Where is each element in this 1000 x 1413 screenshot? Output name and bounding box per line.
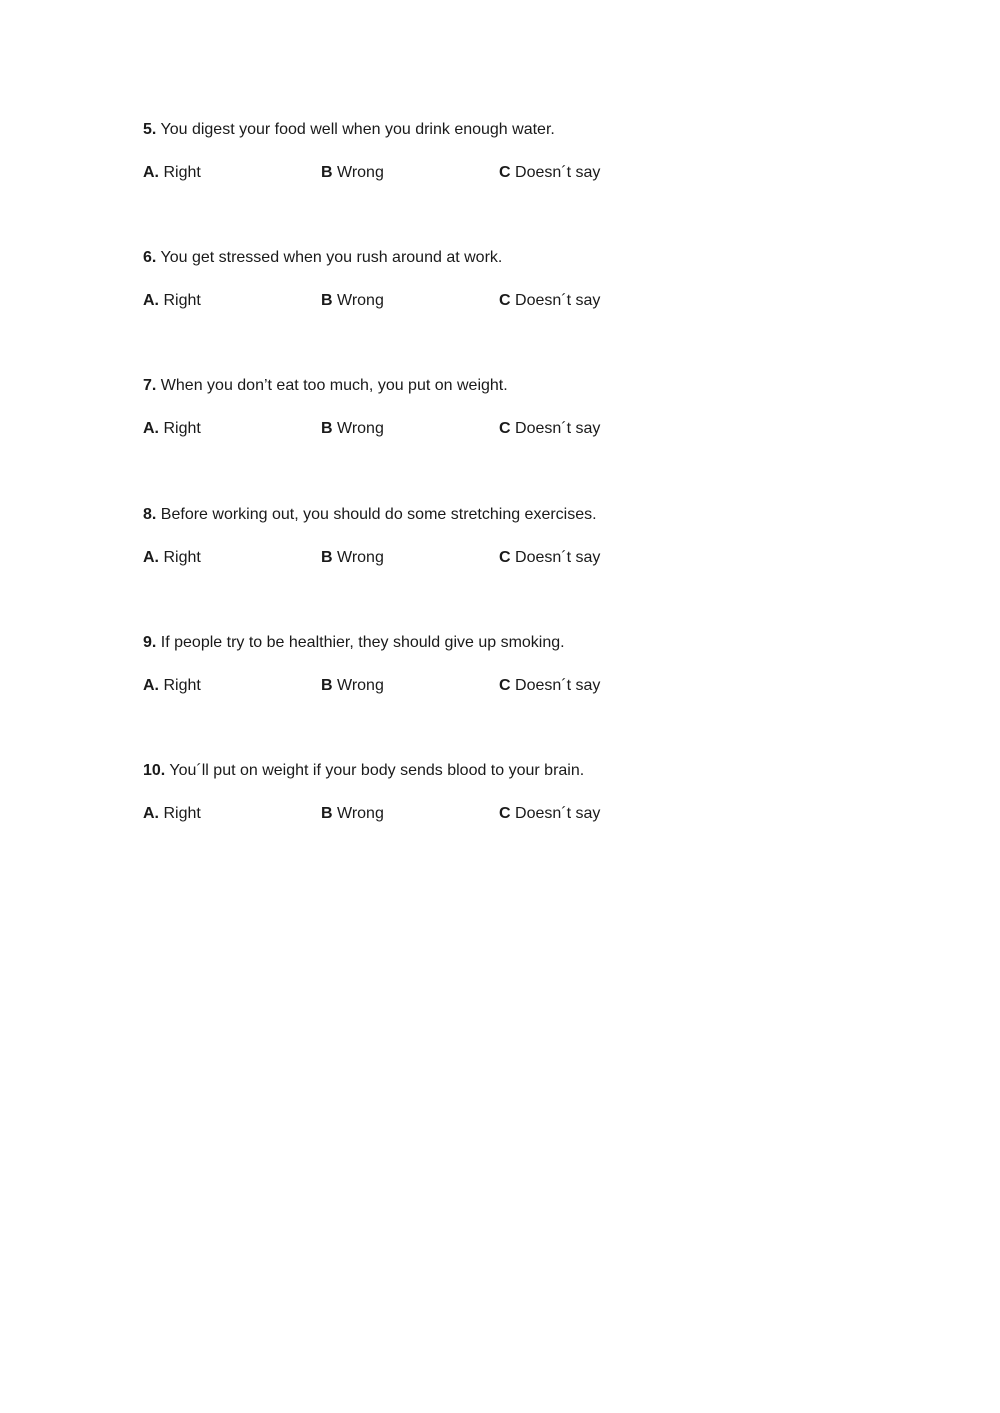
question-stem [143, 761, 923, 781]
question-8 [143, 505, 923, 568]
option-label: Doesn´t say [515, 292, 601, 309]
answer-options [143, 676, 923, 696]
option-c[interactable] [499, 548, 600, 568]
option-letter: A. [143, 805, 159, 822]
option-label: Wrong [337, 292, 384, 309]
option-a[interactable] [143, 419, 201, 439]
question-6 [143, 248, 923, 311]
option-b[interactable] [321, 163, 384, 183]
option-label: Doesn´t say [515, 805, 601, 822]
option-letter: C [499, 677, 511, 694]
option-c[interactable] [499, 163, 600, 183]
answer-options [143, 291, 923, 311]
question-9 [143, 633, 923, 696]
option-b[interactable] [321, 419, 384, 439]
option-label: Right [163, 549, 201, 566]
question-number: 9. [143, 634, 157, 651]
option-label: Doesn´t say [515, 164, 601, 181]
option-letter: C [499, 420, 511, 437]
option-b[interactable] [321, 291, 384, 311]
option-a[interactable] [143, 291, 201, 311]
option-letter: A. [143, 677, 159, 694]
option-label: Wrong [337, 805, 384, 822]
question-7 [143, 376, 923, 439]
question-text: If people try to be healthier, they should give up smoking. [160, 634, 565, 651]
option-letter: A. [143, 164, 159, 181]
option-b[interactable] [321, 804, 384, 824]
option-label: Wrong [337, 677, 384, 694]
answer-options [143, 419, 923, 439]
option-a[interactable] [143, 548, 201, 568]
option-letter: B [321, 164, 333, 181]
question-number: 7. [143, 377, 157, 394]
question-number: 8. [143, 506, 157, 523]
question-text: When you don’t eat too much, you put on weight. [160, 377, 508, 394]
question-stem [143, 120, 923, 140]
option-label: Doesn´t say [515, 549, 601, 566]
option-c[interactable] [499, 676, 600, 696]
question-stem [143, 505, 923, 525]
option-a[interactable] [143, 676, 201, 696]
option-label: Right [163, 292, 201, 309]
question-text: Before working out, you should do some stretching exercises. [160, 506, 597, 523]
option-c[interactable] [499, 291, 600, 311]
option-letter: C [499, 549, 511, 566]
option-letter: B [321, 677, 333, 694]
question-stem [143, 248, 923, 268]
option-letter: A. [143, 549, 159, 566]
question-stem [143, 376, 923, 396]
option-a[interactable] [143, 804, 201, 824]
answer-options [143, 163, 923, 183]
question-5 [143, 120, 923, 183]
option-letter: B [321, 549, 333, 566]
option-label: Wrong [337, 420, 384, 437]
question-text: You get stressed when you rush around at work. [160, 249, 503, 266]
question-text: You digest your food well when you drink enough water. [160, 121, 555, 138]
option-letter: C [499, 292, 511, 309]
option-label: Doesn´t say [515, 420, 601, 437]
answer-options [143, 548, 923, 568]
option-letter: B [321, 292, 333, 309]
option-a[interactable] [143, 163, 201, 183]
option-letter: A. [143, 420, 159, 437]
question-text: You´ll put on weight if your body sends blood to your brain. [169, 762, 585, 779]
option-letter: C [499, 805, 511, 822]
option-letter: B [321, 805, 333, 822]
option-b[interactable] [321, 548, 384, 568]
question-10 [143, 761, 923, 824]
question-stem [143, 633, 923, 653]
option-c[interactable] [499, 804, 600, 824]
option-letter: A. [143, 292, 159, 309]
option-label: Right [163, 677, 201, 694]
option-label: Right [163, 420, 201, 437]
option-label: Wrong [337, 549, 384, 566]
option-c[interactable] [499, 419, 600, 439]
question-number: 5. [143, 121, 157, 138]
option-b[interactable] [321, 676, 384, 696]
answer-options [143, 804, 923, 824]
option-letter: B [321, 420, 333, 437]
option-label: Right [163, 164, 201, 181]
option-label: Right [163, 805, 201, 822]
question-number: 10. [143, 762, 166, 779]
option-label: Wrong [337, 164, 384, 181]
option-label: Doesn´t say [515, 677, 601, 694]
question-number: 6. [143, 249, 157, 266]
option-letter: C [499, 164, 511, 181]
